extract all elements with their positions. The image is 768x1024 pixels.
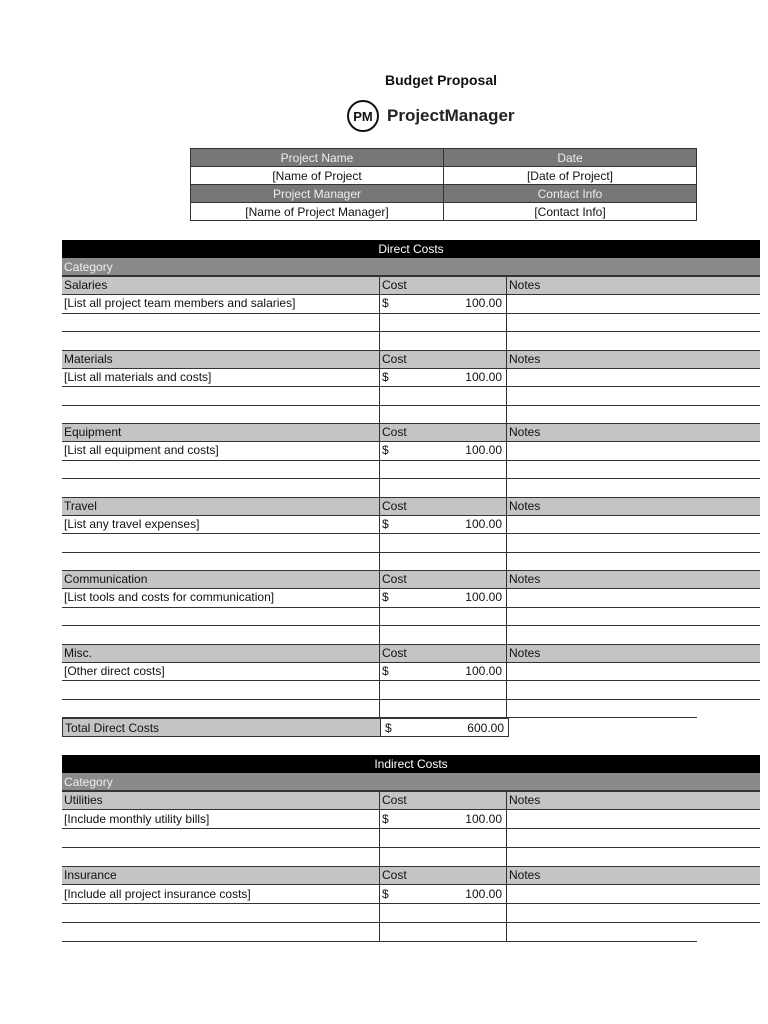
section-name: Travel [62, 498, 380, 515]
item-description-cell[interactable] [62, 406, 380, 424]
item-description-cell[interactable] [62, 534, 380, 552]
line-item-row [62, 478, 760, 497]
indirect-costs-heading: Indirect Costs [62, 755, 760, 773]
cost-cell[interactable] [380, 608, 507, 626]
cost-cell[interactable] [380, 479, 507, 497]
notes-cell[interactable] [507, 314, 697, 332]
header-filler [697, 424, 760, 441]
cost-amount: 100.00 [465, 443, 502, 457]
line-item-row [62, 922, 760, 941]
item-description-cell[interactable] [62, 700, 380, 718]
section-header-row [62, 350, 760, 368]
contact-info-value[interactable]: [Contact Info] [444, 203, 697, 221]
cost-header: Cost [380, 571, 507, 588]
project-name-label: Project Name [191, 149, 444, 167]
item-description-cell[interactable] [62, 553, 380, 571]
total-direct-costs-amount: 600.00 [467, 721, 504, 735]
direct-costs-heading: Direct Costs [62, 240, 760, 258]
filler [697, 904, 760, 922]
line-item-row [62, 625, 760, 644]
line-item-row [62, 884, 760, 903]
line-item-row [62, 460, 760, 479]
line-item-row [62, 294, 760, 313]
line-item-row [62, 607, 760, 626]
contact-info-label: Contact Info [444, 185, 697, 203]
filler [697, 369, 760, 387]
notes-header: Notes [509, 498, 541, 513]
filler [697, 626, 760, 644]
notes-cell[interactable] [507, 553, 697, 571]
header-filler [697, 867, 760, 884]
line-item-row [62, 386, 760, 405]
notes-cell[interactable] [507, 681, 697, 699]
cost-cell[interactable] [380, 848, 507, 866]
item-description-cell[interactable] [62, 923, 380, 941]
line-item-row [62, 441, 760, 460]
item-description-cell[interactable] [62, 904, 380, 922]
notes-cell[interactable] [507, 406, 697, 424]
notes-cell[interactable] [507, 700, 697, 718]
notes-header: Notes [509, 645, 541, 660]
item-description-cell[interactable] [62, 479, 380, 497]
currency-symbol: $ [385, 721, 392, 735]
section-name: Insurance [62, 867, 380, 884]
header-filler [697, 277, 760, 294]
cost-cell[interactable] [380, 700, 507, 718]
filler [697, 461, 760, 479]
notes-cell[interactable] [507, 626, 697, 644]
item-description-cell[interactable]: [List any travel expenses] [62, 516, 380, 534]
header-filler [697, 645, 760, 662]
cost-header: Cost [380, 792, 507, 809]
section-name: Communication [62, 571, 380, 588]
line-item-row [62, 368, 760, 387]
cost-amount: 100.00 [465, 516, 502, 531]
project-name-value[interactable]: [Name of Project [191, 167, 444, 185]
section-header-row [62, 423, 760, 441]
item-description-cell[interactable] [62, 829, 380, 847]
line-item-row [62, 680, 760, 699]
cost-cell[interactable] [380, 663, 507, 681]
filler [697, 553, 760, 571]
filler [697, 848, 760, 866]
category-header: Category [62, 258, 760, 276]
item-description-cell[interactable] [62, 681, 380, 699]
filler [697, 406, 760, 424]
line-item-row [62, 313, 760, 332]
notes-cell[interactable] [507, 461, 697, 479]
date-value[interactable]: [Date of Project] [444, 167, 697, 185]
cost-amount: 100.00 [465, 887, 502, 901]
cost-cell[interactable] [380, 295, 507, 313]
cost-header: Cost [380, 277, 507, 294]
notes-cell[interactable] [507, 885, 697, 903]
line-item-row [62, 847, 760, 866]
header-filler [697, 498, 760, 515]
item-description-cell[interactable]: [Include all project insurance costs] [62, 885, 380, 903]
section-name: Salaries [62, 277, 380, 294]
cost-cell[interactable] [380, 923, 507, 941]
item-description-cell[interactable] [62, 387, 380, 405]
cost-cell[interactable] [380, 553, 507, 571]
project-manager-label: Project Manager [191, 185, 444, 203]
cost-cell[interactable] [380, 885, 507, 903]
item-description-cell[interactable]: [Include monthly utility bills] [62, 810, 380, 828]
cost-cell[interactable] [380, 406, 507, 424]
cost-header: Cost [380, 351, 507, 368]
line-item-row [62, 809, 760, 828]
section-header-row [62, 791, 760, 809]
notes-header: Notes [509, 278, 541, 292]
cost-header: Cost [380, 424, 507, 441]
cost-header: Cost [380, 645, 507, 662]
filler [697, 663, 760, 681]
cost-cell[interactable] [380, 810, 507, 828]
cost-cell[interactable] [380, 442, 507, 460]
notes-cell[interactable] [507, 479, 697, 497]
notes-cell[interactable] [507, 663, 697, 681]
currency-symbol: $ [382, 590, 389, 604]
total-direct-costs-label: Total Direct Costs [63, 719, 381, 736]
item-description-cell[interactable]: [List all equipment and costs] [62, 442, 380, 460]
notes-cell[interactable] [507, 904, 697, 922]
filler [697, 479, 760, 497]
item-description-cell[interactable] [62, 626, 380, 644]
line-item-row [62, 662, 760, 681]
direct-costs-table [62, 240, 760, 718]
projectmanager-logo [347, 100, 515, 132]
filler [697, 516, 760, 534]
currency-symbol: $ [382, 296, 389, 310]
pm-logo-icon: PM [347, 100, 379, 132]
filler [697, 829, 760, 847]
table-bottom-border [62, 941, 697, 942]
filler [697, 442, 760, 460]
cost-header: Cost [380, 867, 507, 884]
notes-cell[interactable] [507, 295, 697, 313]
line-item-row [62, 699, 760, 718]
indirect-costs-table [62, 755, 760, 942]
notes-cell[interactable] [507, 442, 697, 460]
filler [697, 700, 760, 718]
line-item-row [62, 552, 760, 571]
notes-cell[interactable] [507, 534, 697, 552]
line-item-row [62, 903, 760, 922]
project-manager-value[interactable]: [Name of Project Manager] [191, 203, 444, 221]
cost-header: Cost [380, 498, 507, 515]
filler [697, 608, 760, 626]
line-item-row [62, 533, 760, 552]
cost-cell[interactable] [380, 534, 507, 552]
notes-cell[interactable] [507, 369, 697, 387]
notes-header: Notes [509, 351, 541, 366]
section-name: Equipment [62, 424, 380, 441]
notes-cell[interactable] [507, 589, 697, 607]
project-info-table [190, 148, 697, 221]
notes-cell[interactable] [507, 332, 697, 350]
item-description-cell[interactable] [62, 314, 380, 332]
line-item-row [62, 515, 760, 534]
currency-symbol: $ [382, 887, 389, 901]
logo-name: ProjectManager [387, 106, 515, 125]
cost-cell[interactable] [380, 904, 507, 922]
section-header-row [62, 276, 760, 294]
line-item-row [62, 405, 760, 424]
section-header-row [62, 570, 760, 588]
cost-cell[interactable] [380, 681, 507, 699]
cost-cell[interactable] [380, 369, 507, 387]
notes-header: Notes [509, 425, 541, 439]
currency-symbol: $ [382, 443, 389, 457]
line-item-row [62, 331, 760, 350]
notes-cell[interactable] [507, 848, 697, 866]
item-description-cell[interactable]: [Other direct costs] [62, 663, 380, 681]
cost-cell[interactable] [380, 461, 507, 479]
cost-cell[interactable] [380, 626, 507, 644]
filler [697, 295, 760, 313]
currency-symbol: $ [382, 516, 389, 531]
header-filler [697, 792, 760, 809]
cost-amount: 100.00 [465, 663, 502, 678]
document-title: Budget Proposal [384, 72, 497, 88]
section-header-row [62, 497, 760, 515]
notes-header: Notes [509, 572, 541, 586]
line-item-row [62, 588, 760, 607]
total-direct-costs-row [62, 718, 509, 737]
filler [697, 885, 760, 903]
notes-cell[interactable] [507, 608, 697, 626]
item-description-cell[interactable]: [List tools and costs for communication] [62, 589, 380, 607]
filler [697, 534, 760, 552]
section-name: Utilities [62, 792, 380, 809]
currency-symbol: $ [382, 812, 389, 826]
cost-cell[interactable] [380, 332, 507, 350]
cost-amount: 100.00 [465, 296, 502, 310]
filler [697, 332, 760, 350]
cost-cell[interactable] [380, 589, 507, 607]
section-name: Materials [62, 351, 380, 368]
notes-header: Notes [509, 868, 541, 882]
header-filler [697, 571, 760, 588]
cost-cell[interactable] [380, 829, 507, 847]
cost-amount: 100.00 [465, 590, 502, 604]
filler [697, 314, 760, 332]
currency-symbol: $ [382, 369, 389, 384]
section-name: Misc. [62, 645, 380, 662]
cost-cell[interactable] [380, 314, 507, 332]
section-header-row [62, 644, 760, 662]
date-label: Date [444, 149, 697, 167]
notes-cell[interactable] [507, 516, 697, 534]
header-filler [697, 351, 760, 368]
notes-cell[interactable] [507, 829, 697, 847]
item-description-cell[interactable]: [List all project team members and salaries] [62, 295, 380, 313]
notes-cell[interactable] [507, 923, 697, 941]
item-description-cell[interactable] [62, 848, 380, 866]
filler [697, 923, 760, 941]
item-description-cell[interactable] [62, 332, 380, 350]
filler [697, 589, 760, 607]
notes-cell[interactable] [507, 387, 697, 405]
cost-amount: 100.00 [465, 812, 502, 826]
category-header: Category [62, 773, 760, 791]
line-item-row [62, 828, 760, 847]
filler [697, 810, 760, 828]
item-description-cell[interactable]: [List all materials and costs] [62, 369, 380, 387]
cost-cell[interactable] [380, 387, 507, 405]
filler [697, 387, 760, 405]
notes-cell[interactable] [507, 810, 697, 828]
currency-symbol: $ [382, 663, 389, 678]
cost-amount: 100.00 [465, 369, 502, 384]
notes-header: Notes [509, 793, 541, 807]
section-header-row [62, 866, 760, 884]
item-description-cell[interactable] [62, 461, 380, 479]
item-description-cell[interactable] [62, 608, 380, 626]
filler [697, 681, 760, 699]
cost-cell[interactable] [380, 516, 507, 534]
